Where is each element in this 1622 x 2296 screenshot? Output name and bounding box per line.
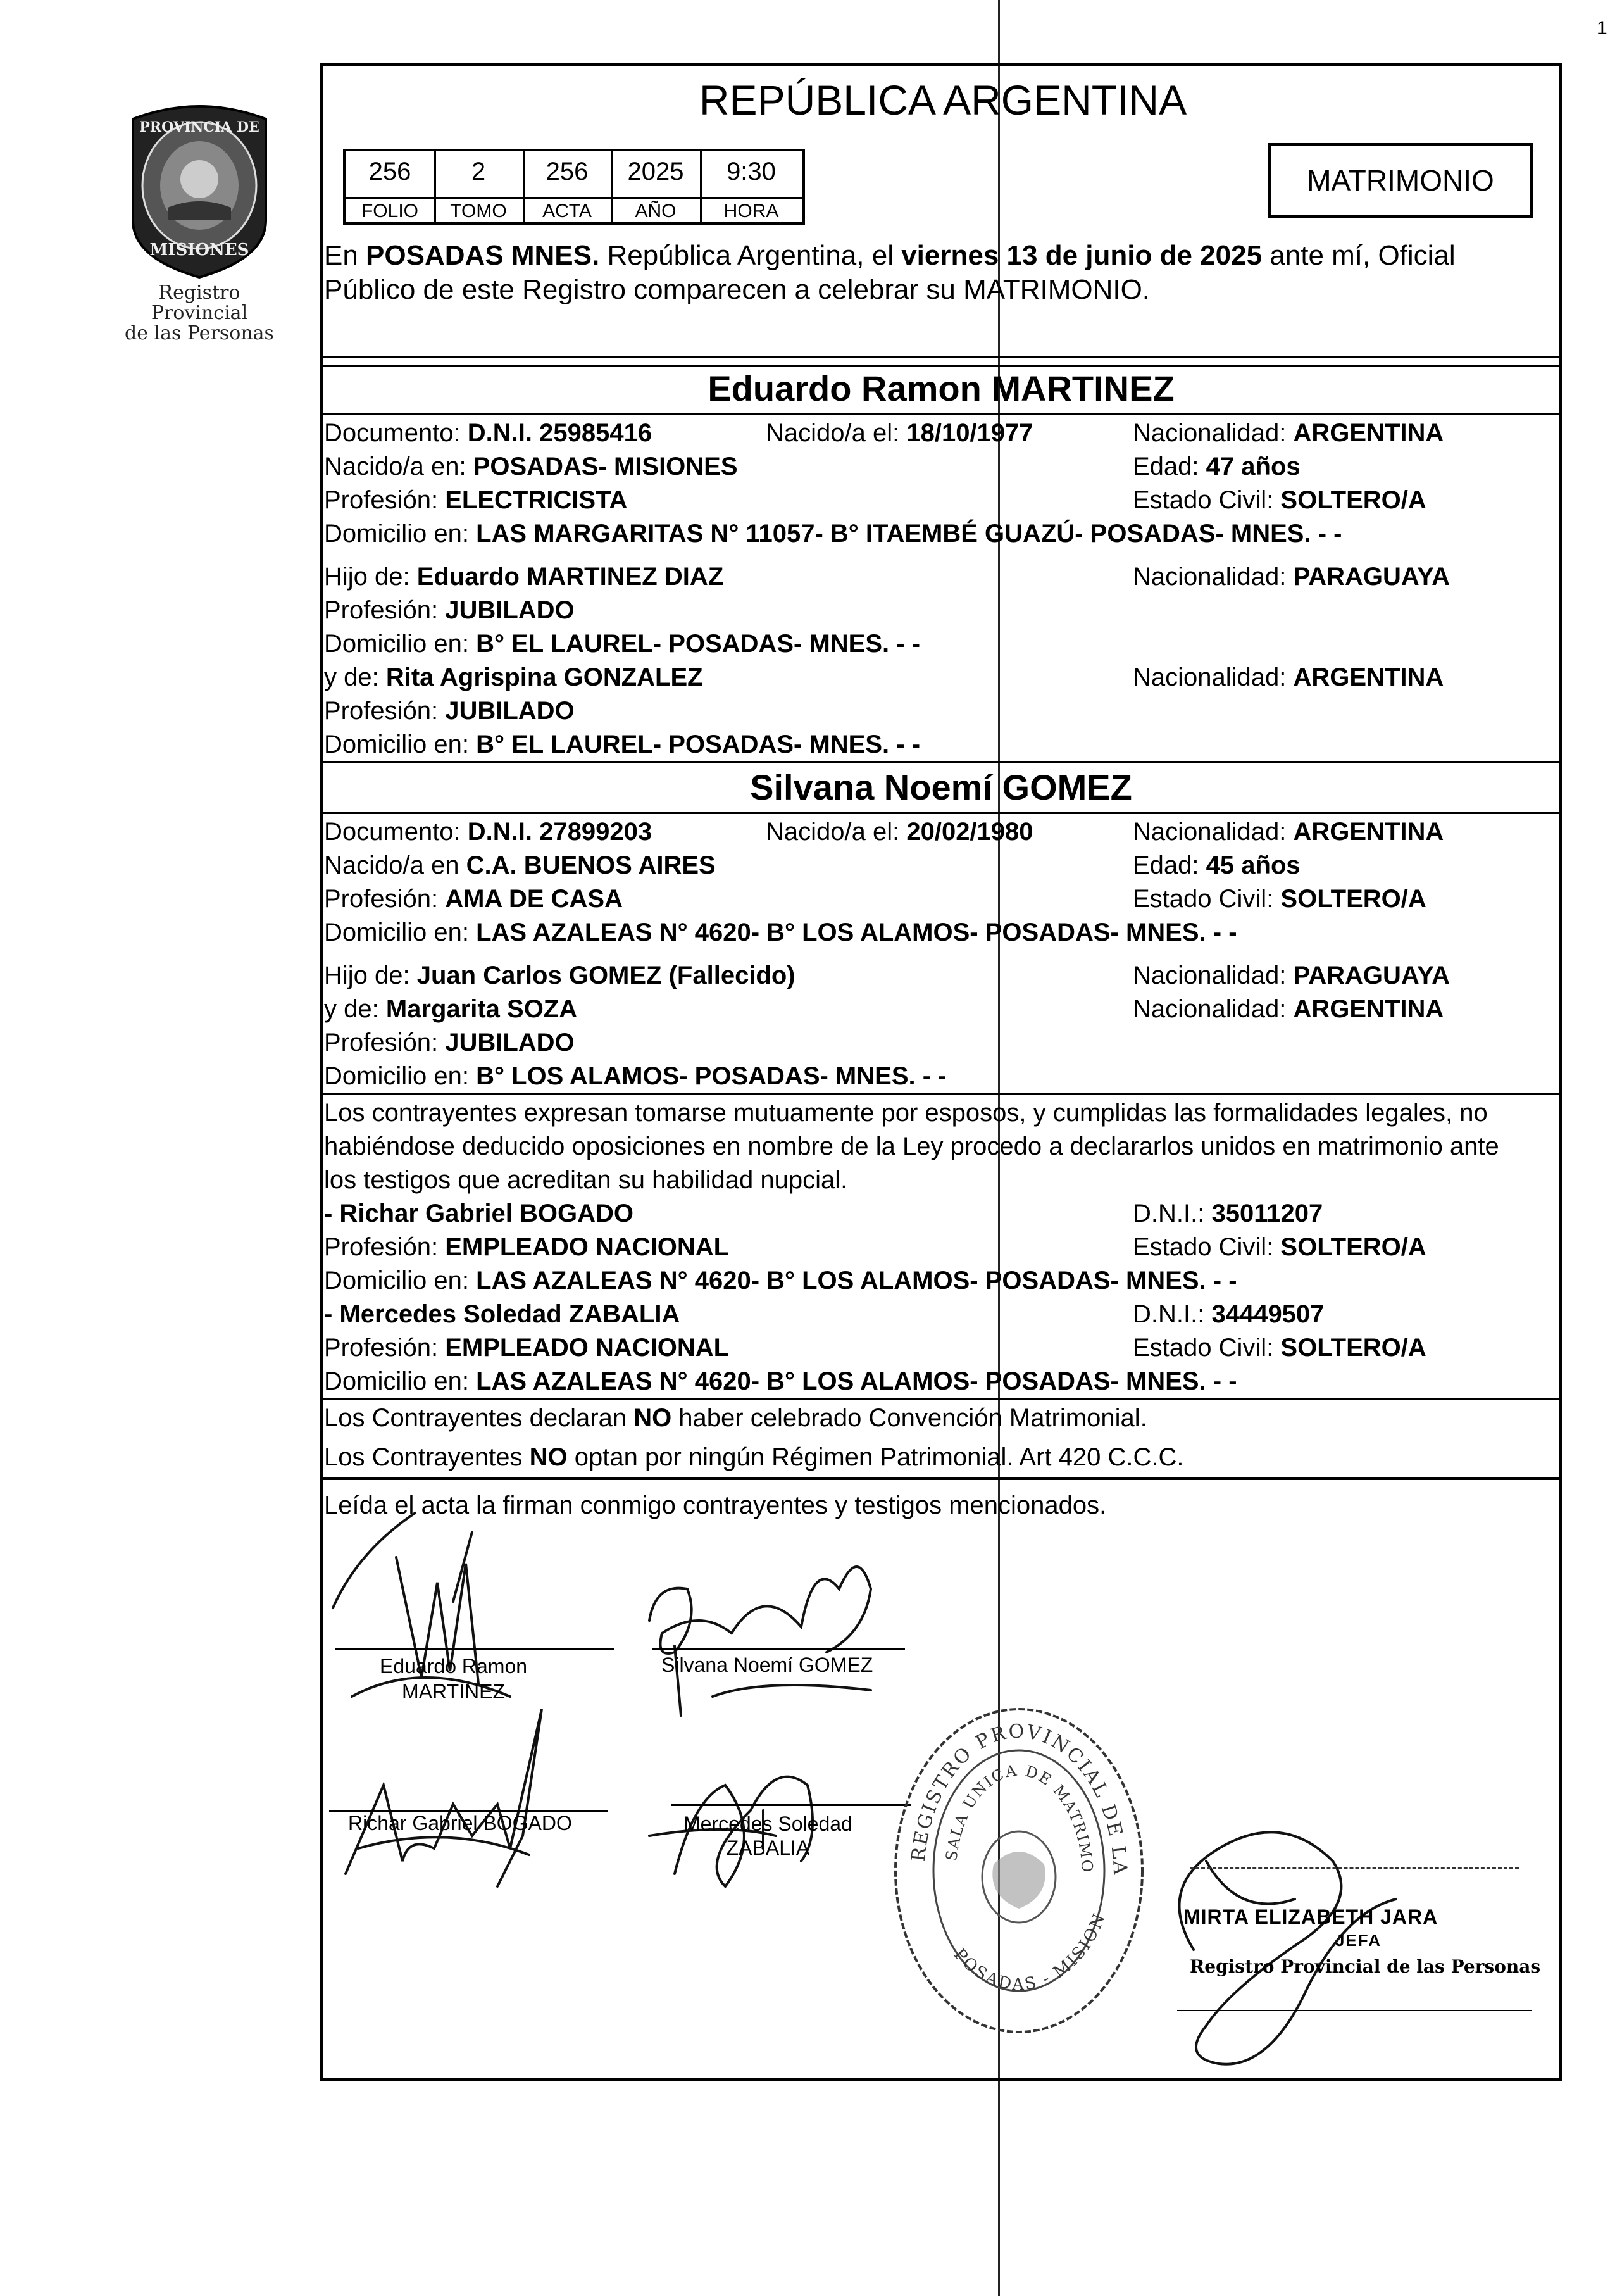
witness-2-dni: D.N.I.: 34449507	[1133, 1300, 1325, 1328]
divider	[320, 761, 1562, 763]
groom-father-nationality: Nacionalidad: PARAGUAYA	[1133, 563, 1450, 591]
document-type-box: MATRIMONIO	[1268, 143, 1533, 218]
bride-address: Domicilio en: LAS AZALEAS N° 4620- B° LOS ALAMOS- POSADAS- MNES. - -	[324, 919, 1237, 946]
svg-text:PROVINCIA DE: PROVINCIA DE	[139, 119, 259, 135]
groom-mother-profession: Profesión: JUBILADO	[324, 697, 575, 725]
divider	[320, 413, 1562, 415]
witness-2-name: - Mercedes Soledad ZABALIA	[324, 1300, 680, 1328]
svg-text:MISIONES: MISIONES	[149, 241, 249, 260]
signature-line-bride	[652, 1648, 905, 1650]
tomo-label: TOMO	[450, 201, 507, 222]
bride-name: Silvana Noemí GOMEZ	[750, 767, 1132, 807]
officer-underline	[1177, 2010, 1532, 2011]
bride-signature	[649, 1567, 871, 1716]
witness-1-name: - Richar Gabriel BOGADO	[324, 1200, 633, 1227]
divider	[320, 1093, 1562, 1095]
officer-role: JEFA	[1335, 1931, 1382, 1950]
bride-birthdate: Nacido/a el: 20/02/1980	[766, 818, 1033, 846]
declaration-line-2: habiéndose deducido oposiciones en nombre de la Ley procedo a declararlos unidos en matrimonio ante	[324, 1132, 1499, 1160]
groom-nationality: Nacionalidad: ARGENTINA	[1133, 419, 1444, 447]
page-title: REPÚBLICA ARGENTINA	[699, 77, 1187, 123]
tomo-value: 2	[471, 158, 486, 185]
officer-name: MIRTA ELIZABETH JARA	[1183, 1905, 1438, 1928]
groom-father-profession: Profesión: JUBILADO	[324, 596, 575, 624]
intro-line-1: En POSADAS MNES. República Argentina, el viernes 13 de junio de 2025 ante mí, Oficial	[324, 240, 1456, 271]
divider	[320, 1398, 1562, 1400]
folio-value: 256	[368, 158, 411, 185]
groom-name: Eduardo Ramon MARTINEZ	[708, 368, 1175, 408]
groom-mother-nationality: Nacionalidad: ARGENTINA	[1133, 663, 1444, 691]
groom-birthplace: Nacido/a en: POSADAS- MISIONES	[324, 453, 738, 480]
ano-label: AÑO	[635, 201, 677, 222]
witness-1-signature-caption: Richar Gabriel BOGADO	[348, 1812, 572, 1835]
hora-value: 9:30	[727, 158, 776, 185]
groom-father-address: Domicilio en: B° EL LAUREL- POSADAS- MNES. - -	[324, 630, 921, 658]
groom-mother: y de: Rita Agrispina GONZALEZ	[324, 663, 703, 691]
closing-statement: Leída el acta la firman conmigo contrayentes y testigos mencionados.	[324, 1491, 1107, 1519]
record-fields-table	[343, 149, 805, 225]
signature-line-witness-2	[671, 1804, 911, 1806]
divider	[320, 356, 1562, 358]
bride-profession: Profesión: AMA DE CASA	[324, 885, 623, 913]
witness-2-signature-caption: Mercedes Soledad ZABALIA	[683, 1812, 852, 1859]
bride-father: Hijo de: Juan Carlos GOMEZ (Fallecido)	[324, 962, 795, 989]
bride-father-nationality: Nacionalidad: PARAGUAYA	[1133, 962, 1450, 989]
svg-text:SALA UNICA DE MATRIMONIOS: SALA UNICA DE MATRIMO	[942, 1761, 1097, 1874]
bride-signature-caption: Silvana Noemí GOMEZ	[661, 1653, 873, 1676]
declaration-line-3: los testigos que acreditan su habilidad nupcial.	[324, 1166, 848, 1194]
groom-age: Edad: 47 años	[1133, 453, 1301, 480]
matrimonial-convention: Los Contrayentes declaran NO haber celebrado Convención Matrimonial.	[324, 1404, 1147, 1432]
witness-2-civil-status: Estado Civil: SOLTERO/A	[1133, 1334, 1426, 1362]
official-stamp	[886, 1700, 1152, 2042]
bride-nationality: Nacionalidad: ARGENTINA	[1133, 818, 1444, 846]
ano-value: 2025	[627, 158, 684, 185]
groom-address: Domicilio en: LAS MARGARITAS N° 11057- B° ITAEMBÉ GUAZÚ- POSADAS- MNES. - -	[324, 520, 1342, 548]
registry-stamp-icon	[886, 1700, 1152, 2042]
witness-2-profession: Profesión: EMPLEADO NACIONAL	[324, 1334, 730, 1362]
bride-age: Edad: 45 años	[1133, 851, 1301, 879]
acta-label: ACTA	[542, 201, 592, 222]
officer-office: Registro Provincial de las Personas	[1190, 1956, 1541, 1977]
groom-civil-status: Estado Civil: SOLTERO/A	[1133, 486, 1426, 514]
svg-text:REGISTRO PROVINCIAL DE LAS PER: REGISTRO PROVINCIAL DE LA	[907, 1720, 1132, 1878]
groom-profession: Profesión: ELECTRICISTA	[324, 486, 628, 514]
hora-label: HORA	[723, 201, 779, 222]
patrimonial-regime: Los Contrayentes NO optan por ningún Régimen Patrimonial. Art 420 C.C.C.	[324, 1443, 1184, 1471]
bride-civil-status: Estado Civil: SOLTERO/A	[1133, 885, 1426, 913]
witness-1-profession: Profesión: EMPLEADO NACIONAL	[324, 1233, 730, 1261]
divider	[320, 812, 1562, 814]
officer-signature-line	[1190, 1867, 1519, 1869]
bride-parents-profession: Profesión: JUBILADO	[324, 1029, 575, 1057]
folio-label: FOLIO	[361, 201, 418, 222]
bride-birthplace: Nacido/a en C.A. BUENOS AIRES	[324, 851, 716, 879]
bride-parents-address: Domicilio en: B° LOS ALAMOS- POSADAS- MNES. - -	[324, 1062, 947, 1090]
logo-caption: Registro Provincial de las Personas	[125, 282, 274, 344]
bride-document: Documento: D.N.I. 27899203	[324, 818, 652, 846]
witness-2-address: Domicilio en: LAS AZALEAS N° 4620- B° LOS ALAMOS- POSADAS- MNES. - -	[324, 1367, 1237, 1395]
corner-mark: 1	[1597, 18, 1607, 39]
witness-1-civil-status: Estado Civil: SOLTERO/A	[1133, 1233, 1426, 1261]
witness-1-signature	[346, 1709, 542, 1886]
groom-birthdate: Nacido/a el: 18/10/1977	[766, 419, 1033, 447]
groom-document: Documento: D.N.I. 25985416	[324, 419, 652, 447]
signature-line-groom	[335, 1648, 614, 1650]
bride-mother-nationality: Nacionalidad: ARGENTINA	[1133, 995, 1444, 1023]
declaration-line-1: Los contrayentes expresan tomarse mutuamente por esposos, y cumplidas las formalidades legales, no	[324, 1099, 1488, 1127]
groom-mother-address: Domicilio en: B° EL LAUREL- POSADAS- MNES. - -	[324, 731, 921, 758]
groom-signature-caption: Eduardo Ramon MARTINEZ	[380, 1655, 528, 1703]
registry-logo	[114, 94, 285, 344]
bride-mother: y de: Margarita SOZA	[324, 995, 578, 1023]
intro-line-2: Público de este Registro comparecen a celebrar su MATRIMONIO.	[324, 274, 1151, 305]
witness-1-address: Domicilio en: LAS AZALEAS N° 4620- B° LOS ALAMOS- POSADAS- MNES. - -	[324, 1267, 1237, 1295]
witness-1-dni: D.N.I.: 35011207	[1133, 1200, 1323, 1227]
svg-text:POSADAS - MISIONES: POSADAS - MISION	[949, 1909, 1110, 1995]
acta-value: 256	[546, 158, 589, 185]
divider	[320, 1477, 1562, 1480]
groom-father: Hijo de: Eduardo MARTINEZ DIAZ	[324, 563, 724, 591]
provincial-seal-icon	[114, 94, 285, 284]
